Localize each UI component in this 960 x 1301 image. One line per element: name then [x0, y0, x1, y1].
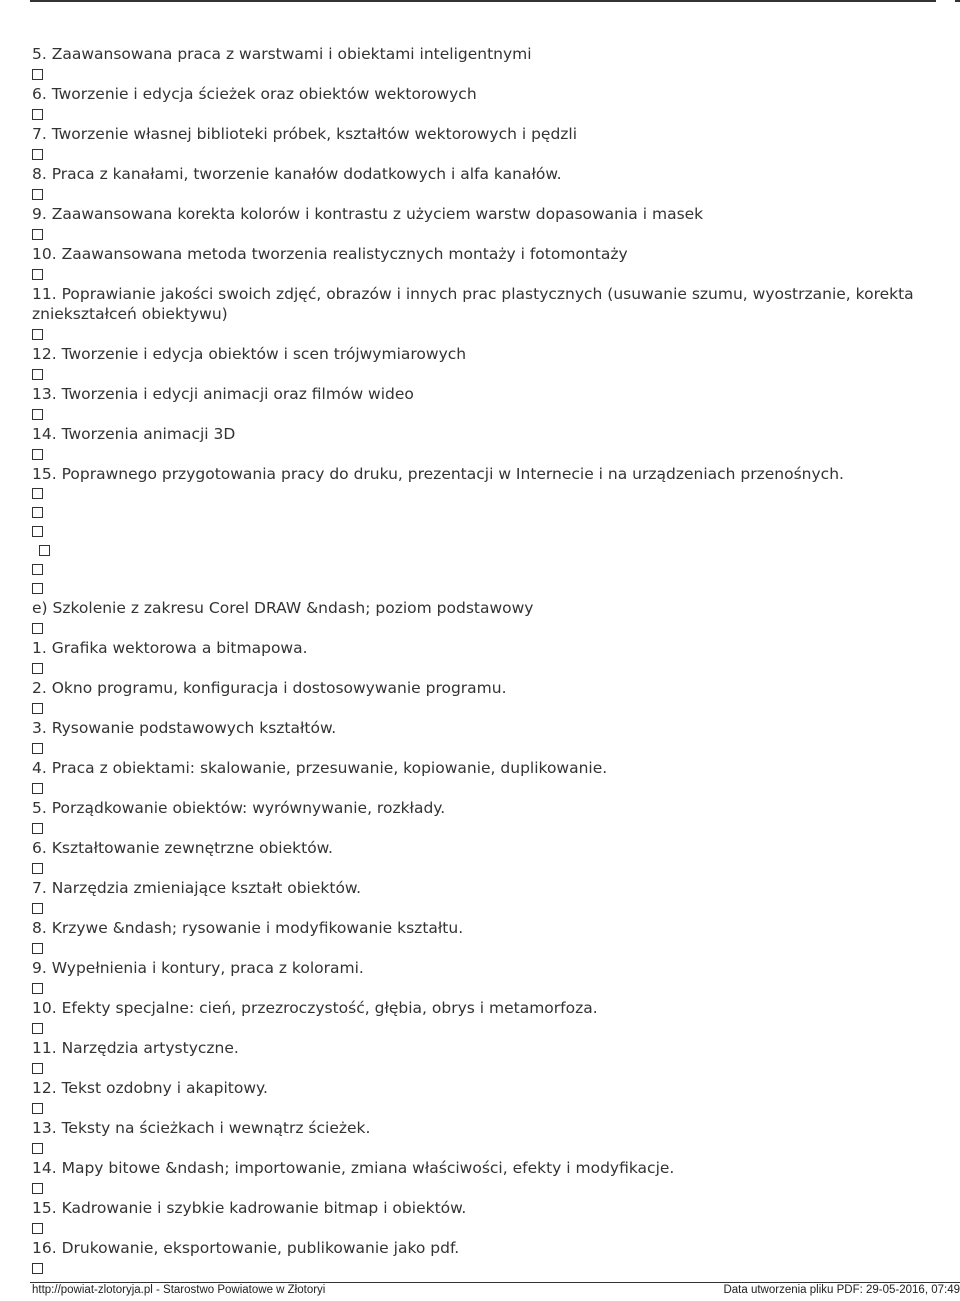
list-item-text: 5. Zaawansowana praca z warstwami i obiektami inteligentnymi [32, 45, 532, 63]
list-item [32, 718, 932, 738]
list-item [32, 838, 932, 858]
checkbox-row [32, 404, 932, 424]
list-item-text: 10. Zaawansowana metoda tworzenia realistycznych montaży i fotomontaży [32, 245, 628, 263]
list-item [32, 1198, 932, 1218]
empty-square-box-icon [32, 409, 43, 420]
checkbox-row [32, 1098, 932, 1118]
list-item-text: 6. Tworzenie i edycja ścieżek oraz obiektów wektorowych [32, 85, 477, 103]
empty-square-box-icon [32, 229, 43, 240]
empty-square-box-icon [32, 903, 43, 914]
empty-square-box-icon [32, 823, 43, 834]
checkbox-row [32, 738, 932, 758]
checkbox-row [32, 618, 932, 638]
checkbox-row [32, 898, 932, 918]
checkbox-row [32, 698, 932, 718]
empty-square-box-icon [32, 69, 43, 80]
list-item-text: 4. Praca z obiektami: skalowanie, przesuwanie, kopiowanie, duplikowanie. [32, 759, 608, 777]
checkbox-row [32, 184, 932, 204]
empty-square-box-icon [39, 545, 50, 556]
empty-square-box-icon [32, 983, 43, 994]
list-item [32, 344, 932, 364]
list-item [32, 918, 932, 938]
list-item-text: 16. Drukowanie, eksportowanie, publikowanie jako pdf. [32, 1239, 460, 1257]
empty-square-box-icon [32, 109, 43, 120]
checkbox-row [32, 144, 932, 164]
list-item-text: 3. Rysowanie podstawowych kształtów. [32, 719, 337, 737]
empty-square-box-icon [32, 663, 43, 674]
section-heading [32, 598, 932, 618]
empty-square-box-icon [32, 703, 43, 714]
checkbox-row [32, 1018, 932, 1038]
list-item-text: 15. Kadrowanie i szybkie kadrowanie bitmap i obiektów. [32, 1199, 467, 1217]
list-item [32, 998, 932, 1018]
list-item [32, 44, 932, 64]
empty-square-box-icon [32, 526, 43, 537]
checkbox-row [32, 818, 932, 838]
empty-square-box-icon [32, 1063, 43, 1074]
list-item-text: 9. Zaawansowana korekta kolorów i kontrastu z użyciem warstw dopasowania i masek [32, 205, 704, 223]
empty-square-box-icon [32, 1023, 43, 1034]
checkbox-row [32, 858, 932, 878]
checkbox-row [32, 541, 932, 560]
list-item-text: 13. Teksty na ścieżkach i wewnątrz ścieżek. [32, 1119, 371, 1137]
list-item [32, 798, 932, 818]
checkbox-row [32, 1218, 932, 1238]
empty-square-box-icon [32, 507, 43, 518]
footer-rule [30, 1282, 960, 1283]
checkbox-row [32, 503, 932, 522]
footer-source-link[interactable]: http://powiat-zlotoryja.pl - Starostwo Powiatowe w Złotoryi [32, 1284, 326, 1296]
list-item [32, 758, 932, 778]
list-item-text: 14. Mapy bitowe &ndash; importowanie, zmiana właściwości, efekty i modyfikacje. [32, 1159, 675, 1177]
list-item-text: 9. Wypełnienia i kontury, praca z kolorami. [32, 959, 364, 977]
empty-square-box-icon [32, 189, 43, 200]
list-item [32, 204, 932, 224]
header-rule [30, 0, 936, 2]
empty-square-box-icon [32, 623, 43, 634]
checkbox-row [32, 104, 932, 124]
list-item [32, 1078, 932, 1098]
header-rule-end [955, 0, 960, 2]
list-item [32, 124, 932, 144]
list-item-text: 13. Tworzenia i edycji animacji oraz filmów wideo [32, 385, 414, 403]
list-item-text: 12. Tekst ozdobny i akapitowy. [32, 1079, 268, 1097]
empty-square-box-icon [32, 743, 43, 754]
document-body [32, 44, 932, 1278]
list-item [32, 244, 932, 264]
list-item-text: 14. Tworzenia animacji 3D [32, 425, 236, 443]
empty-square-box-icon [32, 1103, 43, 1114]
list-item [32, 1238, 932, 1258]
empty-square-box-icon [32, 1223, 43, 1234]
empty-square-box-icon [32, 1183, 43, 1194]
list-item-text: 8. Krzywe &ndash; rysowanie i modyfikowanie kształtu. [32, 919, 464, 937]
checkbox-row [32, 64, 932, 84]
checkbox-row [32, 1178, 932, 1198]
checkbox-row [32, 778, 932, 798]
list-item-text: 2. Okno programu, konfiguracja i dostosowywanie programu. [32, 679, 507, 697]
checkbox-row [32, 1258, 932, 1278]
checkbox-row [32, 560, 932, 579]
checkbox-row [32, 484, 932, 503]
list-item-text: 15. Poprawnego przygotowania pracy do druku, prezentacji w Internecie i na urządzeniach przenośnych. [32, 465, 844, 483]
empty-square-box-icon [32, 488, 43, 499]
empty-square-box-icon [32, 783, 43, 794]
empty-square-box-icon [32, 564, 43, 575]
list-item-text: 1. Grafika wektorowa a bitmapowa. [32, 639, 308, 657]
empty-square-box-icon [32, 863, 43, 874]
checkbox-row [32, 264, 932, 284]
list-item [32, 464, 932, 484]
checkbox-row [32, 364, 932, 384]
empty-square-box-icon [32, 149, 43, 160]
list-item [32, 284, 932, 324]
list-item [32, 878, 932, 898]
checkbox-row [32, 1138, 932, 1158]
list-item-text: 11. Narzędzia artystyczne. [32, 1039, 239, 1057]
list-item [32, 84, 932, 104]
list-item [32, 638, 932, 658]
list-item-text: 7. Tworzenie własnej biblioteki próbek, kształtów wektorowych i pędzli [32, 125, 578, 143]
list-item-text: 12. Tworzenie i edycja obiektów i scen trójwymiarowych [32, 345, 467, 363]
list-item-text: 7. Narzędzia zmieniające kształt obiektów. [32, 879, 362, 897]
checkbox-row [32, 522, 932, 541]
checkbox-row [32, 658, 932, 678]
empty-square-box-icon [32, 269, 43, 280]
list-item [32, 958, 932, 978]
checkbox-row [32, 978, 932, 998]
empty-square-box-icon [32, 583, 43, 594]
list-item [32, 384, 932, 404]
empty-square-box-icon [32, 943, 43, 954]
checkbox-row [32, 224, 932, 244]
list-item-text: 6. Kształtowanie zewnętrzne obiektów. [32, 839, 333, 857]
list-item [32, 164, 932, 184]
list-item [32, 424, 932, 444]
checkbox-row [32, 444, 932, 464]
empty-square-box-icon [32, 1143, 43, 1154]
empty-square-box-icon [32, 369, 43, 380]
empty-square-box-icon [32, 449, 43, 460]
list-item [32, 678, 932, 698]
list-item-text: 5. Porządkowanie obiektów: wyrównywanie, rozkłady. [32, 799, 446, 817]
list-item-text: 8. Praca z kanałami, tworzenie kanałów dodatkowych i alfa kanałów. [32, 165, 562, 183]
list-item [32, 1118, 932, 1138]
checkbox-row [32, 1058, 932, 1078]
section-heading-text: e) Szkolenie z zakresu Corel DRAW &ndash; poziom podstawowy [32, 599, 534, 617]
empty-square-box-icon [32, 329, 43, 340]
checkbox-row [32, 324, 932, 344]
footer-created-date: Data utworzenia pliku PDF: 29-05-2016, 07:49 [723, 1284, 960, 1296]
list-item [32, 1158, 932, 1178]
list-item [32, 1038, 932, 1058]
empty-square-box-icon [32, 1263, 43, 1274]
checkbox-row [32, 938, 932, 958]
checkbox-row [32, 579, 932, 598]
list-item-text: 11. Poprawianie jakości swoich zdjęć, obrazów i innych prac plastycznych (usuwanie szumu, wyostrzanie, korekta zniekształceń obiektywu) [32, 285, 914, 323]
list-item-text: 10. Efekty specjalne: cień, przezroczystość, głębia, obrys i metamorfoza. [32, 999, 598, 1017]
